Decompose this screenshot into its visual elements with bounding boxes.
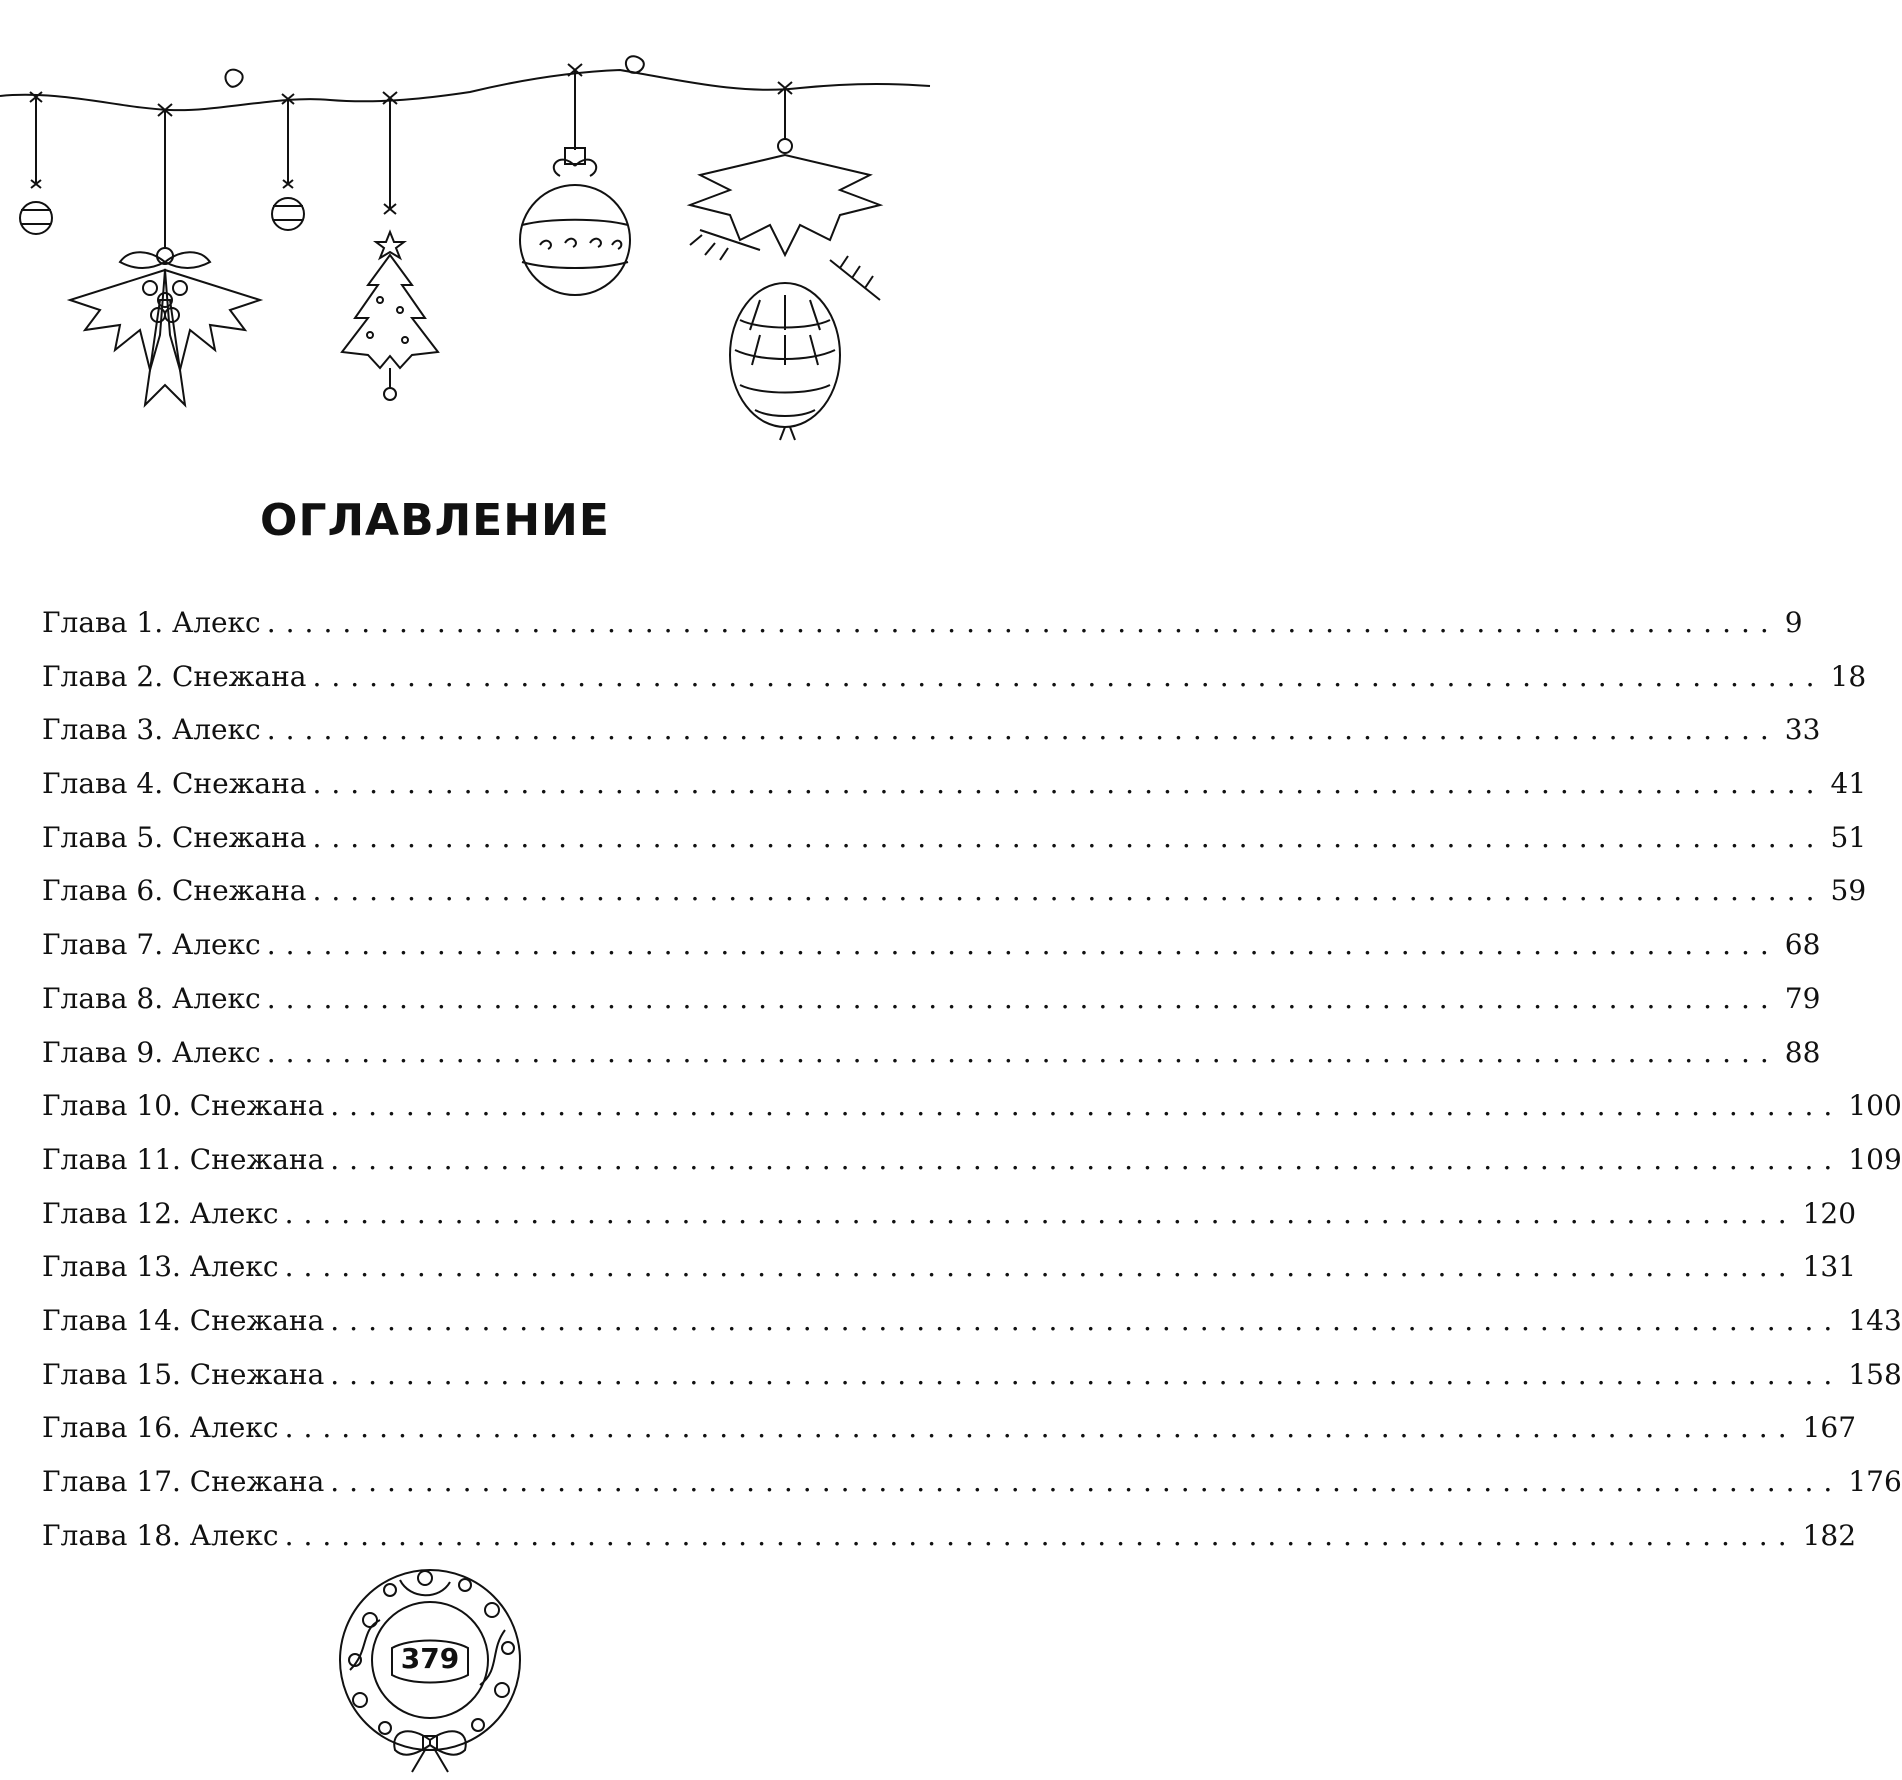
toc-leader-dots: ................................................................................	[312, 874, 1825, 908]
page-number: 379	[400, 1642, 460, 1675]
toc-entry-page: 109	[1848, 1142, 1902, 1176]
toc-leader-dots: ................................................................................	[266, 606, 1779, 639]
holly-icon	[70, 104, 260, 405]
toc-entry	[42, 1401, 1857, 1455]
toc-entry	[42, 1455, 1902, 1509]
toc-entry-label: Глава 3. Алекс	[42, 713, 261, 747]
toc-entry-page: 100	[1848, 1089, 1902, 1123]
toc-leader-dots: ................................................................................	[266, 713, 1779, 747]
toc-entry-page: 158	[1848, 1357, 1902, 1391]
toc-entry-label: Глава 16. Алекс	[42, 1411, 279, 1445]
toc-entry-page: 131	[1802, 1250, 1857, 1284]
toc-entry-page: 9	[1784, 606, 1803, 639]
toc-entry	[42, 1079, 1902, 1133]
toc-entry-page: 33	[1784, 713, 1821, 747]
toc-entry	[42, 757, 1867, 811]
toc-entry-page: 182	[1802, 1518, 1857, 1552]
toc-entry-label: Глава 11. Снежана	[42, 1142, 325, 1176]
toc-entry-label: Глава 15. Снежана	[42, 1357, 325, 1391]
toc-entry-label: Глава 10. Снежана	[42, 1089, 325, 1123]
toc-leader-dots: ................................................................................	[330, 1303, 1843, 1337]
toc-entry-label: Глава 13. Алекс	[42, 1250, 279, 1284]
toc-leader-dots: ................................................................................	[330, 1089, 1843, 1123]
toc-leader-dots: ................................................................................	[266, 928, 1779, 962]
toc-leader-dots: ................................................................................	[266, 1035, 1779, 1069]
small-bauble-icon	[272, 94, 304, 230]
toc-entry-page: 88	[1784, 1035, 1821, 1069]
toc-leader-dots: ................................................................................	[330, 1357, 1843, 1391]
toc-entry	[42, 650, 1867, 704]
toc-entry	[42, 1026, 1821, 1080]
garland-illustration	[0, 0, 1002, 440]
toc-entry-label: Глава 9. Алекс	[42, 1035, 261, 1069]
toc-leader-dots: ................................................................................	[312, 659, 1825, 693]
toc-entry-label: Глава 2. Снежана	[42, 659, 307, 693]
toc-entry-page: 41	[1830, 767, 1867, 801]
pinecone-icon	[690, 82, 880, 440]
toc-entry-page: 18	[1830, 659, 1867, 693]
toc-entry	[42, 1509, 1857, 1563]
page-title: ОГЛАВЛЕНИЕ	[260, 495, 610, 546]
toc-entry	[42, 1187, 1857, 1241]
toc-leader-dots: ................................................................................	[312, 767, 1825, 801]
toc-entry-page: 176	[1848, 1465, 1902, 1498]
toc-leader-dots: ................................................................................	[284, 1411, 1797, 1445]
toc-entry-label: Глава 1. Алекс	[42, 606, 261, 639]
toc-entry	[42, 596, 1803, 650]
toc-entry-label: Глава 18. Алекс	[42, 1518, 279, 1552]
toc-entry-page: 68	[1784, 928, 1821, 962]
christmas-tree-ornament-icon	[342, 92, 438, 400]
toc-entry-label: Глава 14. Снежана	[42, 1303, 325, 1337]
toc-entry-label: Глава 6. Снежана	[42, 874, 307, 908]
toc-leader-dots: ................................................................................	[284, 1518, 1797, 1552]
toc-entry	[42, 918, 1821, 972]
toc-entry-page: 51	[1830, 820, 1867, 854]
small-bauble-icon	[20, 92, 52, 234]
toc-entry-page: 143	[1848, 1303, 1902, 1337]
toc-leader-dots: ................................................................................	[330, 1465, 1843, 1498]
toc-entry	[42, 1294, 1902, 1348]
toc-entry-page: 120	[1802, 1196, 1857, 1230]
toc-leader-dots: ................................................................................	[284, 1196, 1797, 1230]
toc-entry-label: Глава 8. Алекс	[42, 981, 261, 1015]
toc-leader-dots: ................................................................................	[284, 1250, 1797, 1284]
toc-entry-label: Глава 7. Алекс	[42, 928, 261, 962]
toc-entry-label: Глава 17. Снежана	[42, 1465, 325, 1498]
toc-entry	[42, 1240, 1857, 1294]
toc-entry	[42, 811, 1867, 865]
toc-entry	[42, 864, 1867, 918]
toc-leader-dots: ................................................................................	[312, 820, 1825, 854]
table-of-contents	[42, 596, 1902, 1562]
toc-entry-label: Глава 12. Алекс	[42, 1196, 279, 1230]
toc-entry-page: 79	[1784, 981, 1821, 1015]
toc-leader-dots: ................................................................................	[266, 981, 1779, 1015]
toc-entry-label: Глава 4. Снежана	[42, 767, 307, 801]
large-bauble-icon	[520, 64, 630, 295]
toc-entry-page: 59	[1830, 874, 1867, 908]
toc-entry	[42, 703, 1821, 757]
toc-entry	[42, 1348, 1902, 1402]
toc-entry-page: 167	[1802, 1411, 1857, 1445]
toc-entry	[42, 1133, 1902, 1187]
toc-leader-dots: ................................................................................	[330, 1142, 1843, 1176]
toc-entry-label: Глава 5. Снежана	[42, 820, 307, 854]
toc-entry	[42, 972, 1821, 1026]
